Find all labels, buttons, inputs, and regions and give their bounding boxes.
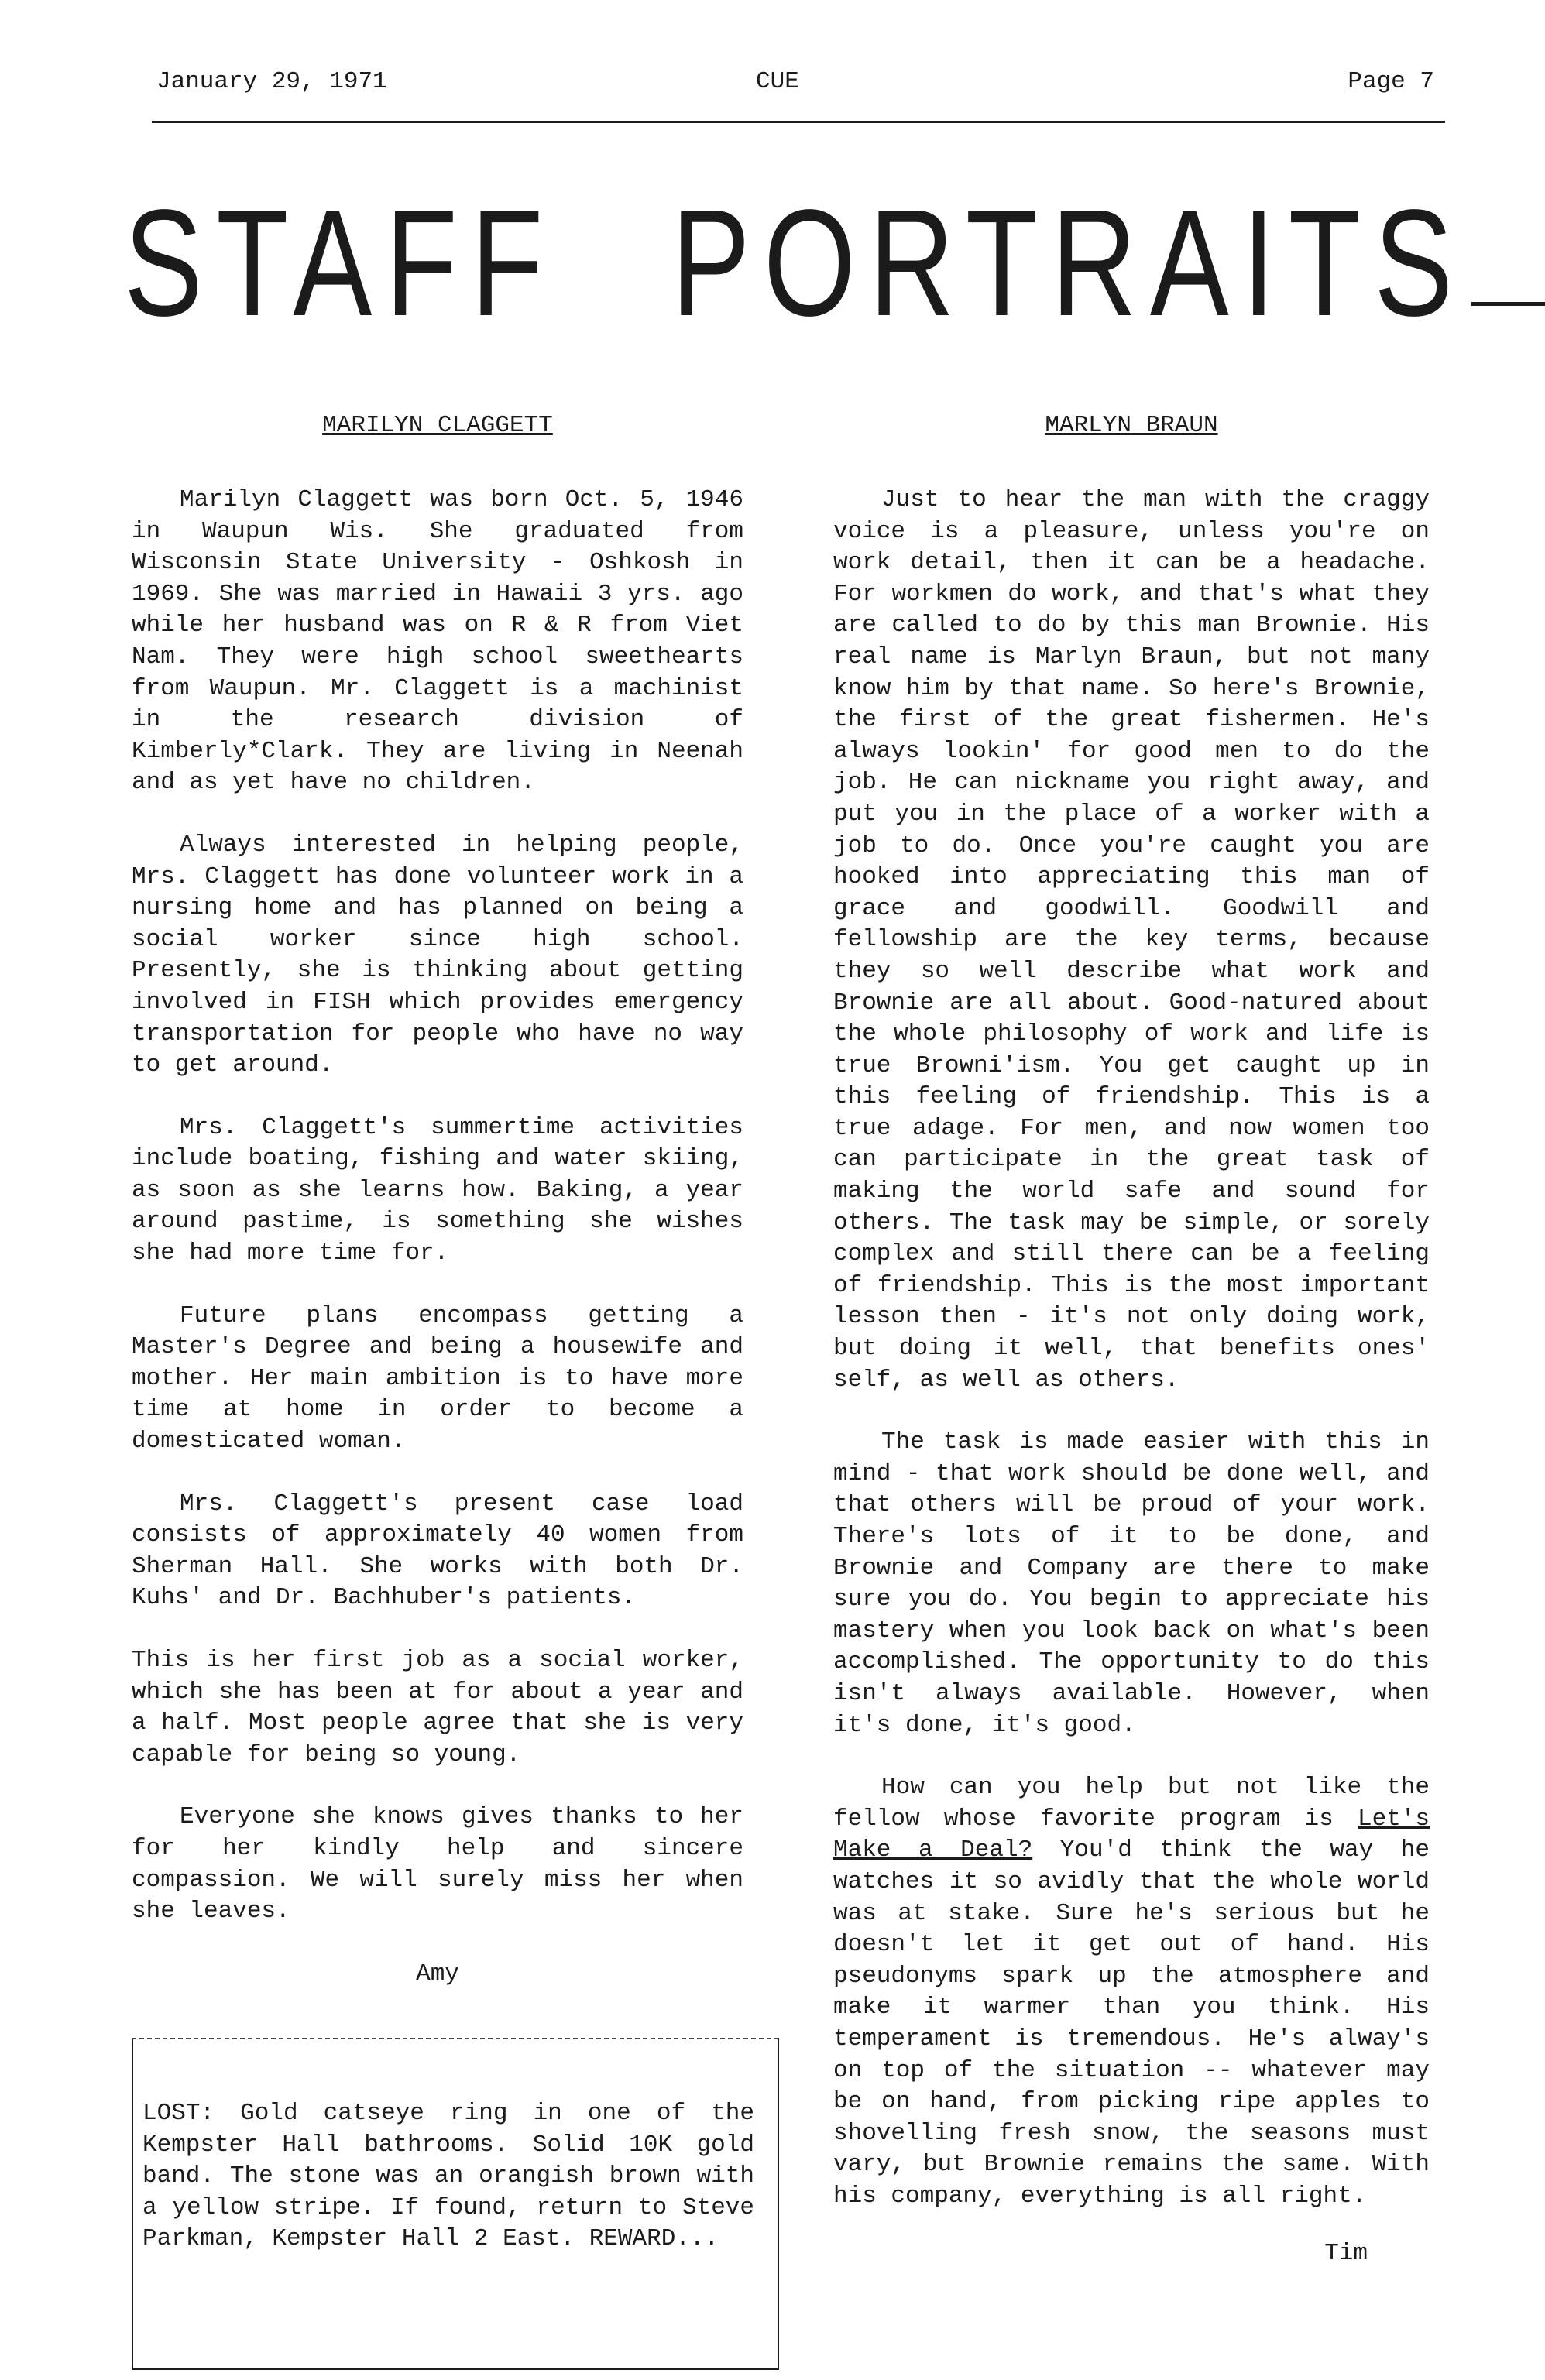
newspaper-name: CUE [756, 68, 799, 95]
right-paragraph [833, 1772, 1430, 2212]
left-paragraph: Mrs. Claggett's summertime activities include boating, fishing and water skiing, as soon as she learns how. Baking, a year around pastime, is something she wishes she had more time for. [132, 1113, 743, 1267]
right-paragraph-text: You'd think the way he watches it so avidly that the whole world was at stake. Sure he's serious but he doesn't let it get out of hand. His pseudonyms spark up the atmosphere and make it warmer than you think. His temperament is tremendous. He's alway's on top of the situation -- whatever may be on hand, from picking ripe apples to shovelling fresh snow, the seasons must vary, but Brownie remains the same. With his company, everything is all right. [833, 1836, 1430, 2210]
left-paragraph: Everyone she knows gives thanks to her for her kindly help and sincere compassion. We will surely miss her when she leaves. [132, 1803, 743, 1926]
right-column [833, 410, 1430, 2270]
right-article-heading: MARLYN BRAUN [1045, 412, 1218, 439]
tv-show-title: Let's Make a Deal? [833, 1805, 1430, 1864]
right-paragraph: The task is made easier with this in mind - that work should be done well, and that others will be proud of your work. There's lots of it to be done, and Brownie and Company are there to make sure you do. You begin to appreciate his mastery when you look back on what's been accomplished. The opportunity to do this isn't always available. However, when it's done, it's good. [833, 1428, 1430, 1739]
left-column [132, 410, 743, 1990]
right-paragraph: Just to hear the man with the craggy voice is a pleasure, unless you're on work detail, then it can be a headache. For workmen do work, and that's what they are called to do by this man Brownie. His real name is Marlyn Braun, but not many know him by that name. So here's Brownie, the first of the great fishermen. He's always lookin' for good men to do the job. He can nickname you right away, and put you in the place of a worker with a job to do. Once you're caught you are hooked into appreciating this man of grace and goodwill. Goodwill and fellowship are the key terms, because they so well describe what work and Brownie are all about. Good-natured about the whole philosophy of work and life is true Browni'ism. You get caught up in this feeling of friendship. This is a true adage. For men, and now women too can participate in the great task of making the world safe and sound for others. The task may be simple, or sorely complex and still there can be a feeling of friendship. This is the most important lesson then - it's not only doing work, but doing it well, that benefits ones' self, as well as others. [833, 486, 1430, 1394]
left-article-heading: MARILYN CLAGGETT [322, 412, 553, 439]
left-paragraph: Mrs. Claggett's present case load consists of approximately 40 women from Sherman Hall. She works with both Dr. Kuhs' and Dr. Bachhuber's patients. [132, 1490, 743, 1612]
header-rule [152, 121, 1445, 123]
lost-notice-box [132, 2038, 779, 2370]
lost-notice-text: LOST: Gold catseye ring in one of the Kempster Hall bathrooms. Solid 10K gold band. The stone was an orangish brown with a yellow stripe. If found, return to Steve Parkman, Kempster Hall 2 East. REWARD... [142, 2100, 754, 2253]
masthead-underline [1471, 302, 1545, 306]
right-paragraph-text: How can you help but not like the fellow whose favorite program is [833, 1774, 1430, 1833]
left-paragraph: Marilyn Claggett was born Oct. 5, 1946 in Waupun Wis. She graduated from Wisconsin State University - Oshkosh in 1969. She was married in Hawaii 3 yrs. ago while her husband was on R & R from Viet Nam. They were high school sweethearts from Waupun. Mr. Claggett is a machinist in the research division of Kimberly*Clark. They are living in Neenah and as yet have no children. [132, 486, 743, 797]
masthead-word-portraits: PORTRAITS [671, 178, 1467, 348]
left-paragraph: Always interested in helping people, Mrs. Claggett has done volunteer work in a nursing home and has planned on being a social worker since high school. Presently, she is thinking about getting involved in FISH which provides emergency transportation for people who have no way to get around. [132, 831, 743, 1079]
issue-date: January 29, 1971 [156, 68, 387, 95]
page-header [152, 68, 1434, 115]
section-masthead [124, 170, 1467, 356]
right-author-signature: Tim [1324, 2240, 1368, 2268]
page-number: Page 7 [1348, 68, 1434, 95]
masthead-word-staff: STAFF [124, 178, 557, 348]
left-author-signature: Amy [416, 1960, 459, 1987]
left-paragraph: This is her first job as a social worker, which she has been at for about a year and a half. Most people agree that she is very capable for being so young. [132, 1647, 743, 1768]
left-paragraph: Future plans encompass getting a Master's Degree and being a housewife and mother. Her main ambition is to have more time at home in order to become a domesticated woman. [132, 1301, 743, 1456]
